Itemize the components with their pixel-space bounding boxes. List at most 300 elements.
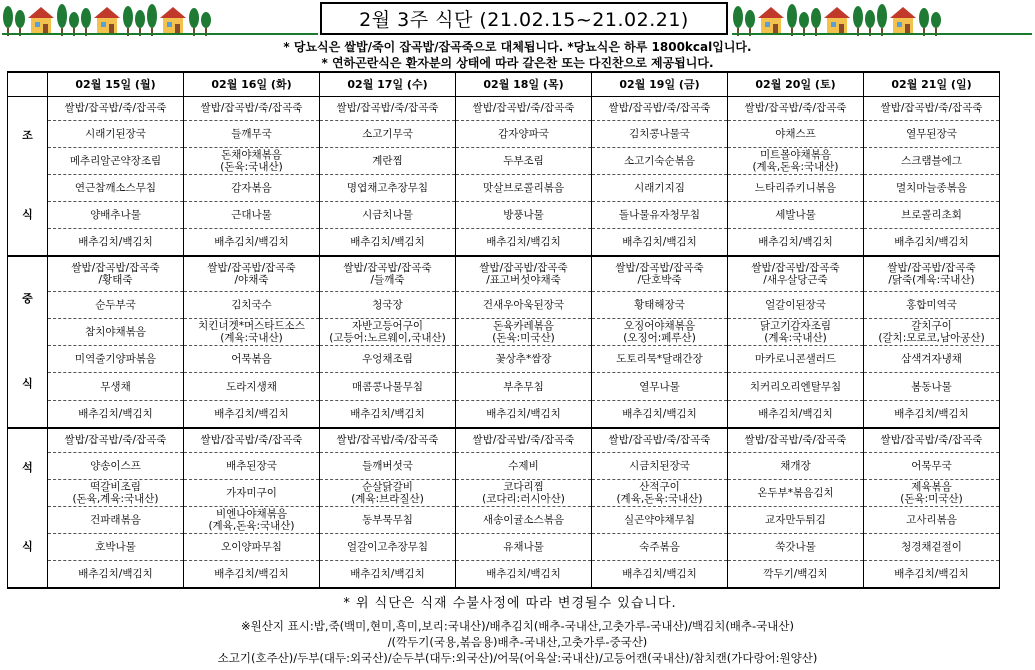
menu-cell — [592, 202, 728, 229]
menu-item-text: 호박나물 — [95, 540, 136, 553]
menu-item-text: 배추된장국 — [226, 459, 277, 472]
menu-item-text: 배추김치/백김치 — [214, 235, 289, 248]
menu-item-text: (계육,돈육:국내산) — [616, 492, 703, 505]
menu-cell — [320, 256, 456, 292]
menu-cell — [864, 506, 1000, 533]
menu-cell — [48, 121, 184, 148]
menu-item-text: 배추김치/백김치 — [894, 407, 969, 420]
menu-cell — [456, 148, 592, 175]
menu-row — [8, 291, 1000, 318]
menu-row — [8, 560, 1000, 587]
menu-item-text: 쌀밥/잡곡밥/죽/잡곡죽 — [744, 434, 847, 447]
menu-cell — [728, 121, 864, 148]
menu-item-text: 배추김치/백김치 — [622, 567, 697, 580]
menu-cell — [864, 346, 1000, 373]
menu-cell — [592, 506, 728, 533]
day-header: 02월 17일 (수) — [320, 72, 456, 96]
menu-cell — [320, 452, 456, 479]
village-decoration-left — [2, 2, 318, 36]
tree-icon — [876, 2, 888, 36]
menu-item-text: 교자만두튀김 — [765, 513, 826, 526]
menu-cell — [320, 506, 456, 533]
menu-cell — [728, 202, 864, 229]
menu-item-text: 감자볶음 — [231, 182, 272, 195]
menu-item-text: 건파래볶음 — [90, 513, 141, 526]
menu-cell — [592, 479, 728, 506]
menu-cell — [320, 533, 456, 560]
menu-item-text: 쌀밥/잡곡밥/잡곡죽 — [615, 261, 704, 274]
menu-cell — [592, 373, 728, 400]
menu-item-text: 배추김치/백김치 — [894, 567, 969, 580]
menu-cell — [728, 318, 864, 345]
menu-item-text: 쌀밥/잡곡밥/죽/잡곡죽 — [64, 434, 167, 447]
menu-item-text: 배추김치/백김치 — [214, 407, 289, 420]
menu-item-text: 청국장 — [372, 298, 403, 311]
menu-cell — [320, 148, 456, 175]
menu-item-text: 무생채 — [100, 380, 131, 393]
house-icon — [158, 2, 188, 36]
menu-row — [8, 229, 1000, 256]
menu-item-text: 코다리찜 — [503, 480, 544, 493]
menu-item-text: 쌀밥/잡곡밥/죽/잡곡죽 — [336, 102, 439, 115]
menu-row — [8, 121, 1000, 148]
menu-item-text: 쌀밥/잡곡밥/죽/잡곡죽 — [472, 102, 575, 115]
menu-item-text: (계육,돈육:국내산) — [752, 161, 839, 174]
menu-cell — [184, 560, 320, 587]
menu-cell — [184, 175, 320, 202]
tree-icon — [188, 2, 200, 36]
decoration-line-left — [2, 33, 318, 35]
header — [0, 0, 1035, 38]
menu-cell — [728, 346, 864, 373]
menu-cell — [320, 479, 456, 506]
tree-icon — [918, 2, 930, 36]
tree-icon — [200, 2, 212, 36]
menu-item-text: 쌀밥/잡곡밥/잡곡죽 — [207, 261, 296, 274]
menu-cell — [320, 121, 456, 148]
menu-item-text: /단호박죽 — [637, 273, 682, 286]
menu-cell — [728, 291, 864, 318]
tree-icon — [864, 2, 876, 36]
menu-cell — [456, 175, 592, 202]
menu-item-text: 순살닭갈비 — [362, 480, 413, 493]
menu-cell — [456, 560, 592, 587]
menu-item-text: 동부묵무침 — [362, 513, 413, 526]
house-icon — [888, 2, 918, 36]
menu-item-text: 숙주볶음 — [639, 540, 680, 553]
menu-item-text: (계육:국내산) — [764, 332, 827, 345]
menu-cell — [864, 148, 1000, 175]
menu-body — [8, 96, 1000, 588]
menu-item-text: 어묵무국 — [911, 459, 952, 472]
menu-cell — [592, 560, 728, 587]
notes — [0, 39, 1035, 71]
menu-cell — [320, 560, 456, 587]
menu-cell — [184, 229, 320, 256]
menu-item-text: 수제비 — [508, 459, 539, 472]
menu-item-text: 배추김치/백김치 — [78, 567, 153, 580]
menu-cell — [864, 318, 1000, 345]
tree-icon — [732, 2, 744, 36]
menu-cell — [48, 229, 184, 256]
menu-cell — [48, 560, 184, 587]
menu-item-text: 치킨너겟*머스타드소스 — [198, 320, 305, 333]
menu-item-text: 배추김치/백김치 — [486, 567, 561, 580]
menu-item-text: 배추김치/백김치 — [622, 407, 697, 420]
menu-item-text: 유채나물 — [503, 540, 544, 553]
menu-cell — [456, 346, 592, 373]
menu-cell — [592, 533, 728, 560]
house-icon — [92, 2, 122, 36]
menu-row — [8, 175, 1000, 202]
menu-cell — [592, 452, 728, 479]
menu-item-text: 쌀밥/잡곡밥/죽/잡곡죽 — [200, 102, 303, 115]
menu-cell — [728, 452, 864, 479]
menu-cell — [320, 175, 456, 202]
tree-icon — [80, 2, 92, 36]
menu-cell — [48, 479, 184, 506]
tree-icon — [146, 2, 158, 36]
menu-cell — [48, 96, 184, 121]
menu-item-text: 황태해장국 — [634, 298, 685, 311]
menu-item-text: 느타리쥬키니볶음 — [754, 182, 837, 195]
menu-item-text: 매콤콩나물무침 — [351, 380, 423, 393]
menu-cell — [48, 148, 184, 175]
menu-row — [8, 479, 1000, 506]
menu-item-text: 돈육카레볶음 — [493, 320, 554, 333]
menu-row — [8, 452, 1000, 479]
day-header-row — [8, 72, 1000, 96]
menu-cell — [320, 318, 456, 345]
menu-cell — [456, 291, 592, 318]
menu-item-text: /표고버섯야채죽 — [486, 273, 561, 286]
menu-item-text: (오징어:페루산) — [623, 332, 696, 345]
menu-cell — [728, 148, 864, 175]
menu-row — [8, 202, 1000, 229]
menu-item-text: /새우살당근죽 — [763, 273, 828, 286]
menu-item-text: 배추김치/백김치 — [350, 407, 425, 420]
menu-item-text: 배추김치/백김치 — [350, 567, 425, 580]
meal-label-top: 중 — [22, 292, 33, 305]
day-header: 02월 20일 (토) — [728, 72, 864, 96]
menu-item-text: 도토리묵*달래간장 — [616, 353, 703, 366]
menu-cell — [728, 506, 864, 533]
menu-cell — [456, 256, 592, 292]
menu-item-text: 돈채야채볶음 — [221, 149, 282, 162]
menu-cell — [728, 175, 864, 202]
menu-cell — [728, 560, 864, 587]
menu-item-text: 미트볼야채볶음 — [759, 149, 831, 162]
meal-label-bottom: 식 — [22, 208, 33, 221]
menu-item-text: 꽃상추*쌈장 — [495, 353, 552, 366]
menu-item-text: 쌀밥/잡곡밥/죽/잡곡죽 — [608, 434, 711, 447]
menu-cell — [456, 202, 592, 229]
menu-item-text: 배추김치/백김치 — [78, 407, 153, 420]
menu-cell — [320, 229, 456, 256]
menu-cell — [456, 318, 592, 345]
menu-cell — [728, 400, 864, 427]
menu-cell — [864, 479, 1000, 506]
menu-item-text: 순두부국 — [95, 298, 136, 311]
menu-item-text: 닭고기감자조림 — [759, 320, 831, 333]
menu-cell — [592, 96, 728, 121]
menu-item-text: 얼갈이고추장무침 — [346, 540, 429, 553]
menu-item-text: (돈육,계육:국내산) — [72, 492, 159, 505]
menu-item-text: 얼갈이된장국 — [765, 298, 826, 311]
menu-item-text: 양송이스프 — [90, 459, 141, 472]
menu-cell — [320, 373, 456, 400]
menu-item-text: 배추김치/백김치 — [758, 235, 833, 248]
menu-cell — [456, 533, 592, 560]
menu-row — [8, 400, 1000, 427]
menu-cell — [184, 346, 320, 373]
menu-item-text: 가자미구이 — [226, 486, 277, 499]
tree-icon — [68, 2, 80, 36]
menu-cell — [592, 256, 728, 292]
menu-item-text: (계육:국내산) — [220, 332, 283, 345]
menu-cell — [184, 506, 320, 533]
menu-item-text: 감자양파국 — [498, 128, 549, 141]
menu-item-text: 열무나물 — [639, 380, 680, 393]
menu-item-text: 제육볶음 — [911, 480, 952, 493]
menu-item-text: 도라지생채 — [226, 380, 277, 393]
menu-cell — [456, 452, 592, 479]
note-diabetes: * 당뇨식은 쌀밥/죽이 잡곡밥/잡곡죽으로 대체됩니다. *당뇨식은 하루 1800kcal입니다. — [283, 40, 752, 54]
menu-cell — [592, 318, 728, 345]
menu-cell — [592, 346, 728, 373]
menu-cell — [456, 506, 592, 533]
menu-cell — [864, 202, 1000, 229]
menu-item-text: 배추김치/백김치 — [78, 235, 153, 248]
menu-cell — [592, 121, 728, 148]
menu-item-text: 배추김치/백김치 — [486, 235, 561, 248]
menu-item-text: 근대나물 — [231, 209, 272, 222]
menu-cell — [728, 256, 864, 292]
menu-item-text: 쑥갓나물 — [775, 540, 816, 553]
day-header: 02월 18일 (목) — [456, 72, 592, 96]
tree-icon — [744, 2, 756, 36]
meal-label — [8, 96, 48, 256]
menu-item-text: 명엽채고추장무침 — [346, 182, 429, 195]
menu-item-text: 김치콩나물국 — [629, 128, 690, 141]
menu-item-text: 봄동나물 — [911, 380, 952, 393]
menu-item-text: 김치국수 — [231, 298, 272, 311]
menu-cell — [320, 291, 456, 318]
day-header: 02월 15일 (월) — [48, 72, 184, 96]
menu-item-text: 오이양파무침 — [221, 540, 282, 553]
tree-icon — [852, 2, 864, 36]
menu-item-text: 치커리오리엔탈무침 — [749, 380, 842, 393]
menu-item-text: 자반고등어구이 — [351, 320, 423, 333]
menu-item-text: 쌀밥/잡곡밥/잡곡죽 — [71, 261, 160, 274]
menu-cell — [864, 229, 1000, 256]
menu-cell — [48, 318, 184, 345]
menu-table — [7, 71, 1000, 589]
menu-item-text: 온두부*볶음김치 — [757, 486, 834, 499]
house-icon — [26, 2, 56, 36]
menu-item-text: 들깨무국 — [231, 128, 272, 141]
menu-row — [8, 256, 1000, 292]
menu-cell — [728, 373, 864, 400]
menu-cell — [184, 400, 320, 427]
menu-cell — [456, 96, 592, 121]
menu-item-text: 쌀밥/잡곡밥/죽/잡곡죽 — [608, 102, 711, 115]
menu-cell — [48, 400, 184, 427]
menu-item-text: 쌀밥/잡곡밥/죽/잡곡죽 — [880, 434, 983, 447]
house-icon — [756, 2, 786, 36]
menu-item-text: 쌀밥/잡곡밥/죽/잡곡죽 — [64, 102, 167, 115]
menu-cell — [456, 428, 592, 453]
meal-label-top: 조 — [22, 129, 33, 142]
menu-item-text: 쌀밥/잡곡밥/죽/잡곡죽 — [744, 102, 847, 115]
tree-icon — [930, 2, 942, 36]
menu-item-text: (갈치:모로코,남아공산) — [878, 332, 985, 345]
menu-cell — [864, 428, 1000, 453]
menu-cell — [592, 291, 728, 318]
menu-cell — [320, 96, 456, 121]
menu-item-text: 배추김치/백김치 — [622, 235, 697, 248]
day-header: 02월 21일 (일) — [864, 72, 1000, 96]
menu-item-text: 삼색겨자냉채 — [901, 353, 962, 366]
menu-item-text: 계란찜 — [372, 155, 403, 168]
menu-cell — [592, 175, 728, 202]
menu-item-text: (계육:브라질산) — [351, 492, 424, 505]
menu-item-text: 쌀밥/잡곡밥/죽/잡곡죽 — [472, 434, 575, 447]
menu-cell — [184, 533, 320, 560]
tree-icon — [14, 2, 26, 36]
menu-item-text: 시금치된장국 — [629, 459, 690, 472]
menu-item-text: /야채죽 — [234, 273, 269, 286]
meal-label — [8, 256, 48, 428]
menu-item-text: 브로콜리초회 — [901, 209, 962, 222]
menu-cell — [184, 96, 320, 121]
menu-item-text: 부추무침 — [503, 380, 544, 393]
menu-cell — [864, 175, 1000, 202]
tree-icon — [134, 2, 146, 36]
menu-item-text: 쌀밥/잡곡밥/죽/잡곡죽 — [336, 434, 439, 447]
day-header: 02월 19일 (금) — [592, 72, 728, 96]
menu-item-text: /들깨죽 — [370, 273, 405, 286]
menu-item-text: 세발나물 — [775, 209, 816, 222]
menu-item-text: 떡갈비조림 — [90, 480, 141, 493]
menu-cell — [456, 373, 592, 400]
menu-item-text: 고사리볶음 — [906, 513, 957, 526]
origin-line: ※원산지 표시:밥,죽(백미,현미,흑미,보리:국내산)/배추김치(배추-국내산,고춧가루-국내산)/백김치(배추-국내산) — [240, 619, 794, 633]
menu-item-text: /황태죽 — [98, 273, 133, 286]
menu-cell — [728, 479, 864, 506]
menu-item-text: 참치야채볶음 — [85, 326, 146, 339]
menu-item-text: 방풍나물 — [503, 209, 544, 222]
tree-icon — [56, 2, 68, 36]
menu-cell — [592, 148, 728, 175]
menu-cell — [48, 506, 184, 533]
menu-item-text: 건새우아욱된장국 — [482, 298, 565, 311]
tree-icon — [786, 2, 798, 36]
menu-item-text: (돈육:미국산) — [900, 492, 963, 505]
menu-item-text: 오징어야채볶음 — [623, 320, 695, 333]
menu-item-text: 시래기된장국 — [85, 128, 146, 141]
menu-cell — [48, 533, 184, 560]
menu-item-text: 시래기지짐 — [634, 182, 685, 195]
origin-line: 소고기(호주산)/두부(대두:외국산)/순두부(대두:외국산)/어묵(어육살:국내산)/고등어캔(국내산)/참치캔(가다랑어:원양산) — [217, 651, 818, 665]
menu-cell — [48, 291, 184, 318]
menu-cell — [48, 373, 184, 400]
menu-item-text: 청경채겉절이 — [901, 540, 962, 553]
menu-item-text: 쌀밥/잡곡밥/죽/잡곡죽 — [880, 102, 983, 115]
menu-item-text: 연근참깨소스무침 — [74, 182, 157, 195]
menu-item-text: 쌀밥/잡곡밥/잡곡죽 — [751, 261, 840, 274]
menu-item-text: 시금치나물 — [362, 209, 413, 222]
menu-item-text: 두부조림 — [503, 155, 544, 168]
menu-row — [8, 318, 1000, 345]
menu-item-text: 배추김치/백김치 — [894, 235, 969, 248]
menu-cell — [864, 400, 1000, 427]
menu-item-text: 어묵볶음 — [231, 353, 272, 366]
menu-cell — [320, 428, 456, 453]
menu-cell — [864, 121, 1000, 148]
menu-cell — [48, 346, 184, 373]
menu-cell — [48, 452, 184, 479]
menu-cell — [864, 256, 1000, 292]
menu-cell — [184, 318, 320, 345]
meal-label — [8, 428, 48, 588]
menu-cell — [48, 256, 184, 292]
menu-cell — [864, 373, 1000, 400]
decoration-line-right — [732, 33, 1032, 35]
menu-cell — [864, 291, 1000, 318]
menu-row — [8, 533, 1000, 560]
menu-cell — [184, 291, 320, 318]
change-notice: * 위 식단은 식재 수불사정에 따라 변경될수 있습니다. — [343, 596, 677, 611]
menu-cell — [456, 479, 592, 506]
menu-item-text: 우엉채조림 — [362, 353, 413, 366]
menu-item-text: 마카로니콘샐러드 — [754, 353, 837, 366]
menu-item-text: 쌀밥/잡곡밥/잡곡죽 — [343, 261, 432, 274]
menu-cell — [48, 202, 184, 229]
menu-cell — [320, 202, 456, 229]
menu-item-text: 스크램블에그 — [901, 155, 962, 168]
menu-item-text: 미역줄기양파볶음 — [74, 353, 157, 366]
menu-row — [8, 506, 1000, 533]
menu-item-text: (돈육:미국산) — [492, 332, 555, 345]
menu-cell — [184, 121, 320, 148]
menu-item-text: 배추김치/백김치 — [758, 407, 833, 420]
menu-cell — [184, 428, 320, 453]
origin-line: /(깍두기(국용,볶음용)배추-국내산,고춧가루-중국산) — [387, 635, 648, 649]
menu-item-text: 맛살브로콜리볶음 — [482, 182, 565, 195]
menu-cell — [864, 96, 1000, 121]
page-title: 2월 3주 식단 (21.02.15~21.02.21) — [320, 2, 728, 35]
menu-item-text: 홍합미역국 — [906, 298, 957, 311]
day-header: 02월 16일 (화) — [184, 72, 320, 96]
menu-cell — [864, 533, 1000, 560]
menu-item-text: 메추리알곤약장조림 — [69, 155, 162, 168]
menu-item-text: 배추김치/백김치 — [350, 235, 425, 248]
menu-row — [8, 428, 1000, 453]
menu-item-text: 쌀밥/잡곡밥/잡곡죽 — [887, 261, 976, 274]
menu-row — [8, 96, 1000, 121]
house-icon — [822, 2, 852, 36]
menu-cell — [728, 96, 864, 121]
tree-icon — [122, 2, 134, 36]
menu-cell — [592, 428, 728, 453]
menu-item-text: 멸치마늘종볶음 — [895, 182, 967, 195]
menu-cell — [320, 346, 456, 373]
menu-item-text: 깍두기/백김치 — [763, 567, 828, 580]
menu-cell — [184, 148, 320, 175]
menu-item-text: 산적구이 — [639, 480, 680, 493]
menu-cell — [456, 121, 592, 148]
